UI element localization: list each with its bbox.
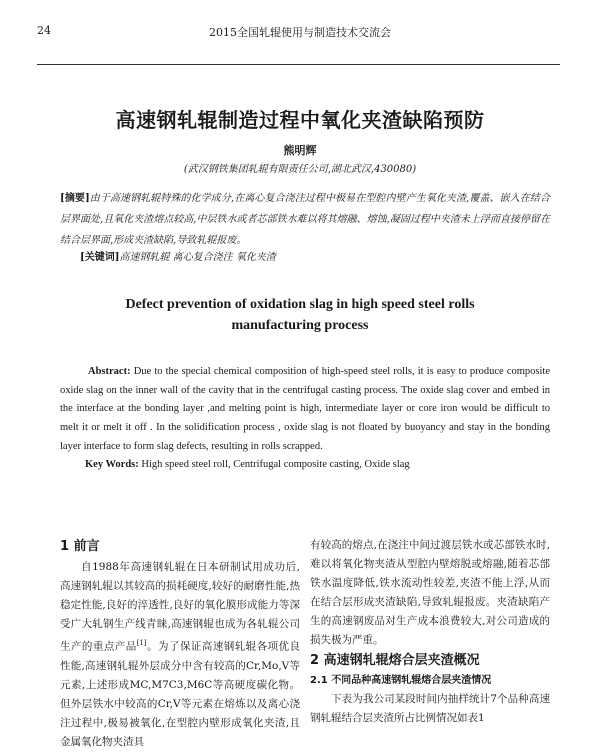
abstract-en [60,363,550,457]
keywords-cn [80,248,276,263]
reference-marker: [1] [136,639,147,647]
page-number: 24 [37,24,51,37]
page-header [0,24,600,44]
affiliation: (武汉钢铁集团轧辊有限责任公司,湖北武汉,430080) [183,164,417,175]
keywords-cn-text: 高速钢轧辊 离心复合浇注 氧化夹渣 [119,252,276,263]
abstract-en-label: Abstract: [88,366,131,377]
keywords-en-label: Key Words: [85,459,139,470]
running-title: 2015全国轧辊使用与制造技术交流会 [209,26,391,39]
section-1-heading: 1 前言 [60,539,100,554]
section-2-1-heading: 2.1 不同品种高速钢轧辊熔合层夹渣情况 [310,675,492,686]
section-1-paragraph [60,558,300,752]
paper-title-en: Defect prevention of oxidation slag in high speed steel rolls manufacturing process [125,297,475,333]
body-column-right [310,536,550,728]
header-rule [37,64,560,65]
section-2-1-paragraph: 下表为我公司某段时间内抽样统计7个品种高速钢轧辊结合层夹渣所占比例情况如表1 [310,693,550,724]
keywords-en [85,459,410,470]
abstract-cn-text: 由于高速钢轧辊特殊的化学成分,在离心复合浇注过程中极易在型腔内壁产生氧化夹渣,覆盖、嵌入在结合层界面处,且氧化夹渣熔点较高,中层铁水或者芯部铁水难以将其熔融、熔蚀,凝固过程中夹渣未上浮而直接停留在结合层界面,形成夹渣缺陷,导致轧辊报废。 [60,193,550,246]
abstract-cn-label: [摘要] [60,193,90,204]
keywords-en-text: High speed steel roll, Centrifugal composite casting, Oxide slag [141,459,410,470]
abstract-cn [60,188,550,251]
section-1-text: 自1988年高速钢轧辊在日本研制试用成功后,高速钢轧辊以其较高的损耗硬度,较好的耐磨性能,热稳定性能,良好的淬透性,良好的氧化膜形成能力等深受广大轧钢生产线青睐,高速钢辊也成为各轧辊公司生产的重点产品 [60,561,300,653]
keywords-cn-label: [关键词] [80,252,120,263]
author: 熊明辉 [283,144,317,157]
section-1-text-cont: 。为了保证高速钢轧辊各项优良性能,高速钢轧辊外层成分中含有较高的Cr,Mo,V等元素,上述形成MC,M7C3,M6C等高硬度碳化物。但外层铁水中较高的Cr,V等元素在熔炼以及离心浇注过程中,极易被氧化,在型腔内壁形成氧化夹渣,且金属氧化物夹渣具 [60,640,301,748]
abstract-en-text: Due to the special chemical composition of high-speed steel rolls, it is easy to produce composite oxide slag on the inner wall of the cavity that in the centrifugal casting process. The oxide slag cover and embed in the interface at the bonding layer ,and melting point is high, intermediate layer or core iron would be difficult to melt it or melt it off . In the solidification process , oxide slag is not floated by buoyancy and stay in the bonding layer interface to form slag defects, resulting in rolls scrapped. [60,366,550,452]
paper-title-cn: 高速钢轧辊制造过程中氧化夹渣缺陷预防 [115,108,485,132]
section-2-heading: 2 高速钢轧辊熔合层夹渣概况 [310,653,480,668]
column-2-paragraph: 有较高的熔点,在浇注中间过渡层铁水或芯部铁水时,难以将氧化物夹渣从型腔内壁熔脱或熔融,随着芯部铁水温度降低,铁水流动性较差,夹渣不能上浮,从而在结合层形成夹渣缺陷,导致轧辊报废。夹渣缺陷产生的高速钢废品对生产成本浪费较大,对公司造成的损失极为严重。 [310,539,550,646]
body-column-left [60,536,300,752]
